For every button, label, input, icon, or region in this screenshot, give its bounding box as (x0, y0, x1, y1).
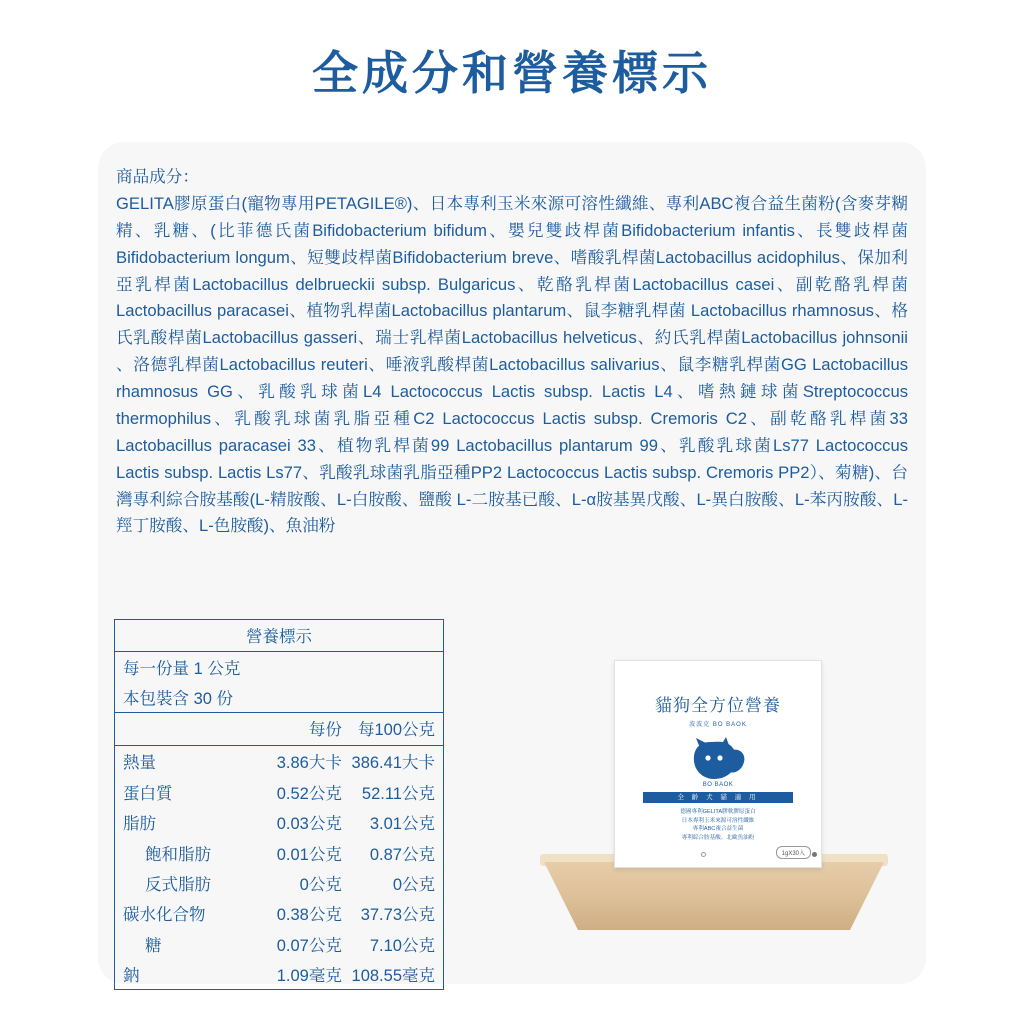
product-photo (518, 640, 908, 962)
nutrient-per-serving: 0.07公克 (276, 936, 342, 955)
table-row (115, 777, 443, 807)
package-brand-line: 貓狗全方位營養 (655, 696, 781, 715)
page-title: 全成分和營養標示 (312, 47, 712, 99)
cat-dog-logo-icon (686, 734, 750, 786)
ingredients-body: GELITA膠原蛋白(寵物專用PETAGILE®)、日本專利玉米來源可溶性纖維、專利ABC複合益生菌粉(含麥芽糊精、乳糖、(比菲德氏菌Bifidobacterium bifidum、嬰兒雙歧桿菌Bifidobacterium infantis、長雙歧桿菌Bifidobacterium longum、短雙歧桿菌Bifidobacterium breve、嗜酸乳桿菌Lactobacillus acidophilus、保加利亞乳桿菌Lactobacillus delbrueckii subsp. Bulgaricus、乾酪乳桿菌Lactobacillus casei、副乾酪乳桿菌Lactobacillus paracasei、植物乳桿菌Lactobacillus plantarum、鼠李糖乳桿菌 Lactobacillus rhamnosus、格氏乳酸桿菌Lactobacillus gasseri、瑞士乳桿菌Lactobacillus helveticus、約氏乳桿菌Lactobacillus johnsonii 、洛德乳桿菌Lactobacillus reuteri、唾液乳酸桿菌Lactobacillus salivarius、鼠李糖乳桿菌GG Lactobacillus rhamnosus GG、乳酸乳球菌L4 Lactococcus Lactis subsp. Lactis L4、嗜熱鏈球菌Streptococcus thermophilus、乳酸乳球菌乳脂亞種C2 Lactococcus Lactis subsp. Cremoris C2、副乾酪乳桿菌33 Lactobacillus paracasei 33、植物乳桿菌99 Lactobacillus plantarum 99、乳酸乳球菌Ls77 Lactococcus Lactis subsp. Lactis Ls77、乳酸乳球菌乳脂亞種PP2 Lactococcus Lactis subsp. Cremoris PP2）、菊糖)、台灣專利綜合胺基酸(L-精胺酸、L-白胺酸、鹽酸 L-二胺基已酸、L-α胺基異戊酸、L-異白胺酸、L-苯丙胺酸、L-羥丁胺酸、L-色胺酸)、魚油粉 (116, 193, 908, 536)
nutrition-values-table (115, 713, 443, 989)
nutrient-per-serving: 0.01公克 (276, 845, 342, 864)
table-row (115, 868, 443, 898)
nutrition-facts-table (114, 619, 444, 990)
package-hole-left-icon (701, 852, 706, 857)
nutrient-label: 反式脂肪 (145, 875, 211, 894)
nutrition-title: 營養標示 (115, 620, 443, 652)
fineprint-line: 專利ABC複合益生菌 (692, 826, 744, 833)
nutrient-label: 糖 (145, 936, 162, 955)
nutrient-per-100g: 52.11公克 (361, 784, 435, 803)
package-weight-label: 1gX30入 (776, 846, 811, 859)
col-nutrient (115, 713, 253, 746)
nutrition-serving-size: 每一份量 1 公克 (123, 660, 241, 678)
table-row (115, 959, 443, 989)
table-row (115, 746, 443, 777)
fineprint-line: 日本專利玉米來源可溶性纖維 (681, 817, 755, 824)
nutrient-per-serving: 0.52公克 (276, 784, 342, 803)
package-fineprint (615, 808, 821, 843)
nutrient-label: 飽和脂肪 (145, 845, 211, 864)
nutrient-per-serving: 1.09毫克 (276, 967, 342, 985)
nutrition-servings-per-pack: 本包裝含 30 份 (115, 682, 443, 713)
table-row (115, 837, 443, 867)
table-header-row (115, 713, 443, 746)
table-row (115, 898, 443, 928)
col-per-100g: 每100公克 (348, 713, 443, 746)
nutrient-per-100g: 0公克 (392, 875, 435, 894)
nutrient-per-100g: 37.73公克 (360, 906, 435, 925)
fineprint-line: 德國專利GELITA膠軟膠原蛋白 (680, 809, 756, 815)
nutrient-per-100g: 0.87公克 (369, 845, 435, 864)
nutrient-per-100g: 7.10公克 (369, 936, 435, 955)
logo-wordmark: BO BAOK (702, 782, 734, 788)
nutrient-per-serving: 3.86大卡 (276, 754, 342, 773)
ingredients-section (116, 164, 908, 540)
col-per-serving: 每份 (253, 713, 348, 746)
nutrient-label: 蛋白質 (123, 784, 173, 803)
content-card (98, 142, 926, 984)
package-hole-right-icon (812, 852, 817, 857)
table-row (115, 807, 443, 837)
nutrient-per-100g: 386.41大卡 (351, 754, 435, 773)
nutrient-per-100g: 108.55毫克 (351, 967, 435, 985)
nutrient-label: 熱量 (123, 754, 156, 773)
nutrient-per-serving: 0.38公克 (276, 906, 342, 925)
nutrient-label: 脂肪 (123, 815, 156, 834)
table-row (115, 928, 443, 958)
nutrient-label: 鈉 (123, 967, 140, 985)
package-usage-bar: 全 齡 犬 貓 適 用 (643, 792, 793, 803)
ingredients-heading: 商品成分： (116, 167, 199, 186)
package-sub-brand: 波波克 BO BAOK (689, 722, 747, 728)
wood-stand (544, 862, 884, 930)
nutrient-per-serving: 0公克 (299, 875, 342, 894)
nutrient-label: 碳水化合物 (123, 906, 206, 925)
nutrient-per-serving: 0.03公克 (276, 815, 342, 834)
fineprint-line: 專利綜合胺基酸、北歐魚油粉 (681, 834, 755, 841)
nutrient-per-100g: 3.01公克 (369, 815, 435, 834)
product-package (614, 660, 822, 868)
